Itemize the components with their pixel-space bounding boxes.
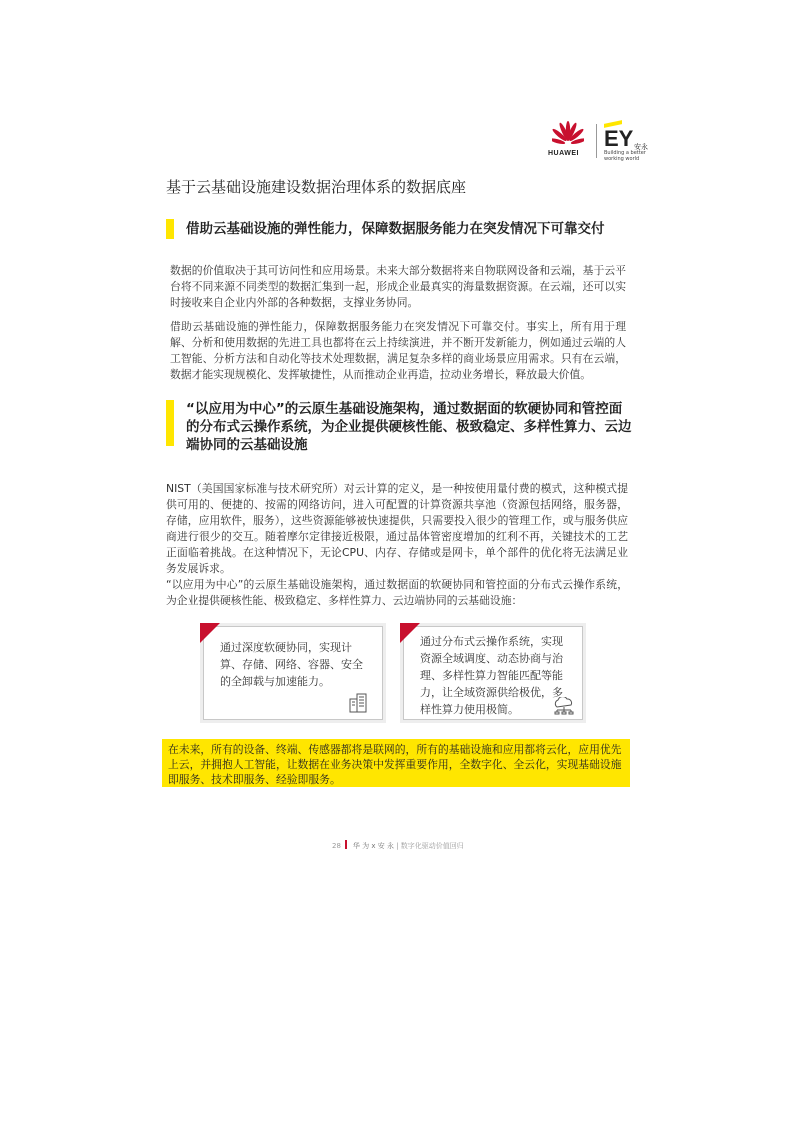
header-logos [548, 120, 678, 162]
feature-card [203, 626, 383, 720]
huawei-petal-icon [552, 120, 584, 148]
highlight-text: 在未来，所有的设备、终端、传感器都将是联网的，所有的基础设施和应用都将云化，应用优先上云，并拥抱人工智能，让数据在业务决策中发挥重要作用，全数字化、全云化，实现基础设施即服务、技术即服务、经验即服务。 [168, 743, 622, 786]
section2-heading: “以应用为中心”的云原生基础设施架构，通过数据面的软硬协同和管控面的分布式云操作系统，为企业提供硬核性能、极致稳定、多样性算力、云边端协同的云基础设施 [186, 401, 632, 453]
card-corner-accent [400, 623, 420, 643]
feature-card-text: 通过分布式云操作系统，实现资源全域调度、动态协商与治理、多样性算力智能匹配等能力，让全域资源供给极优，多样性算力使用极简。 [420, 635, 563, 716]
ey-tagline: Building a better working world [604, 150, 646, 162]
section2-paragraph: NIST（美国国家标准与技术研究所）对云计算的定义，是一种按使用量付费的模式，这种模式提供可用的、便捷的、按需的网络访问，进入可配置的计算资源共享池（资源包括网络，服务器，存储，应用软件，服务），这些资源能够被快速提供，只需要投入很少的管理工作，或与服务供应商进行很少的交互。随着摩尔定律接近极限，通过晶体管密度增加的红利不再，关键技术的工艺正面临着挑战。在这种情况下，无论CPU、内存、存储或是网卡，单个部件的优化将无法满足业务发展诉求。 [166, 482, 628, 575]
section1-heading-bar [166, 219, 174, 239]
section1-paragraph: 借助云基础设施的弹性能力，保障数据服务能力在突发情况下可靠交付。事实上，所有用于理解、分析和使用数据的先进工具也都将在云上持续演进，并不断开发新能力，例如通过云端的人工智能、分析方法和自动化等技术处理数据，满足复杂多样的商业场景应用需求。只有在云端，数据才能实现规模化、发挥敏捷性，从而推动企业再造，拉动业务增长，释放最大价值。 [170, 320, 626, 381]
section1-paragraph: 数据的价值取决于其可访问性和应用场景。未来大部分数据将来自物联网设备和云端，基于云平台将不同来源不同类型的数据汇集到一起，形成企业最真实的海量数据资源。在云端，还可以实时接收来自企业内外部的各种数据，支撑业务协同。 [170, 264, 626, 309]
feature-card-text: 通过深度软硬协同，实现计算、存储、网络、容器、安全的全卸载与加速能力。 [220, 641, 363, 688]
section2-paragraph: “以应用为中心”的云原生基础设施架构，通过数据面的软硬协同和管控面的分布式云操作系统，为企业提供硬核性能、极致稳定、多样性算力、云边端协同的云基础设施： [166, 578, 628, 607]
footer-separator: | [396, 842, 399, 850]
ey-logo-text: EY [604, 126, 634, 151]
ey-logo [604, 122, 674, 162]
card-corner-accent [200, 623, 220, 643]
page-number: 28 [332, 842, 341, 850]
logo-divider [596, 124, 597, 158]
server-rack-icon [349, 693, 367, 713]
page-footer [332, 840, 464, 851]
footer-accent-bar [345, 840, 347, 849]
highlight-box [162, 739, 630, 787]
section2-heading-bar [166, 400, 174, 446]
ey-logo-cn: 安永 [634, 143, 648, 151]
cloud-network-icon [552, 697, 576, 715]
page-title: 基于云基础设施建设数据治理体系的数据底座 [166, 178, 467, 196]
huawei-logo-text: HUAWEI [548, 150, 579, 157]
feature-card [403, 626, 583, 720]
section1-heading: 借助云基础设施的弹性能力，保障数据服务能力在突发情况下可靠交付 [186, 221, 605, 237]
footer-brand: 华 为 x 安 永 [352, 842, 394, 850]
footer-title: 数字化驱动价值回归 [400, 842, 464, 850]
